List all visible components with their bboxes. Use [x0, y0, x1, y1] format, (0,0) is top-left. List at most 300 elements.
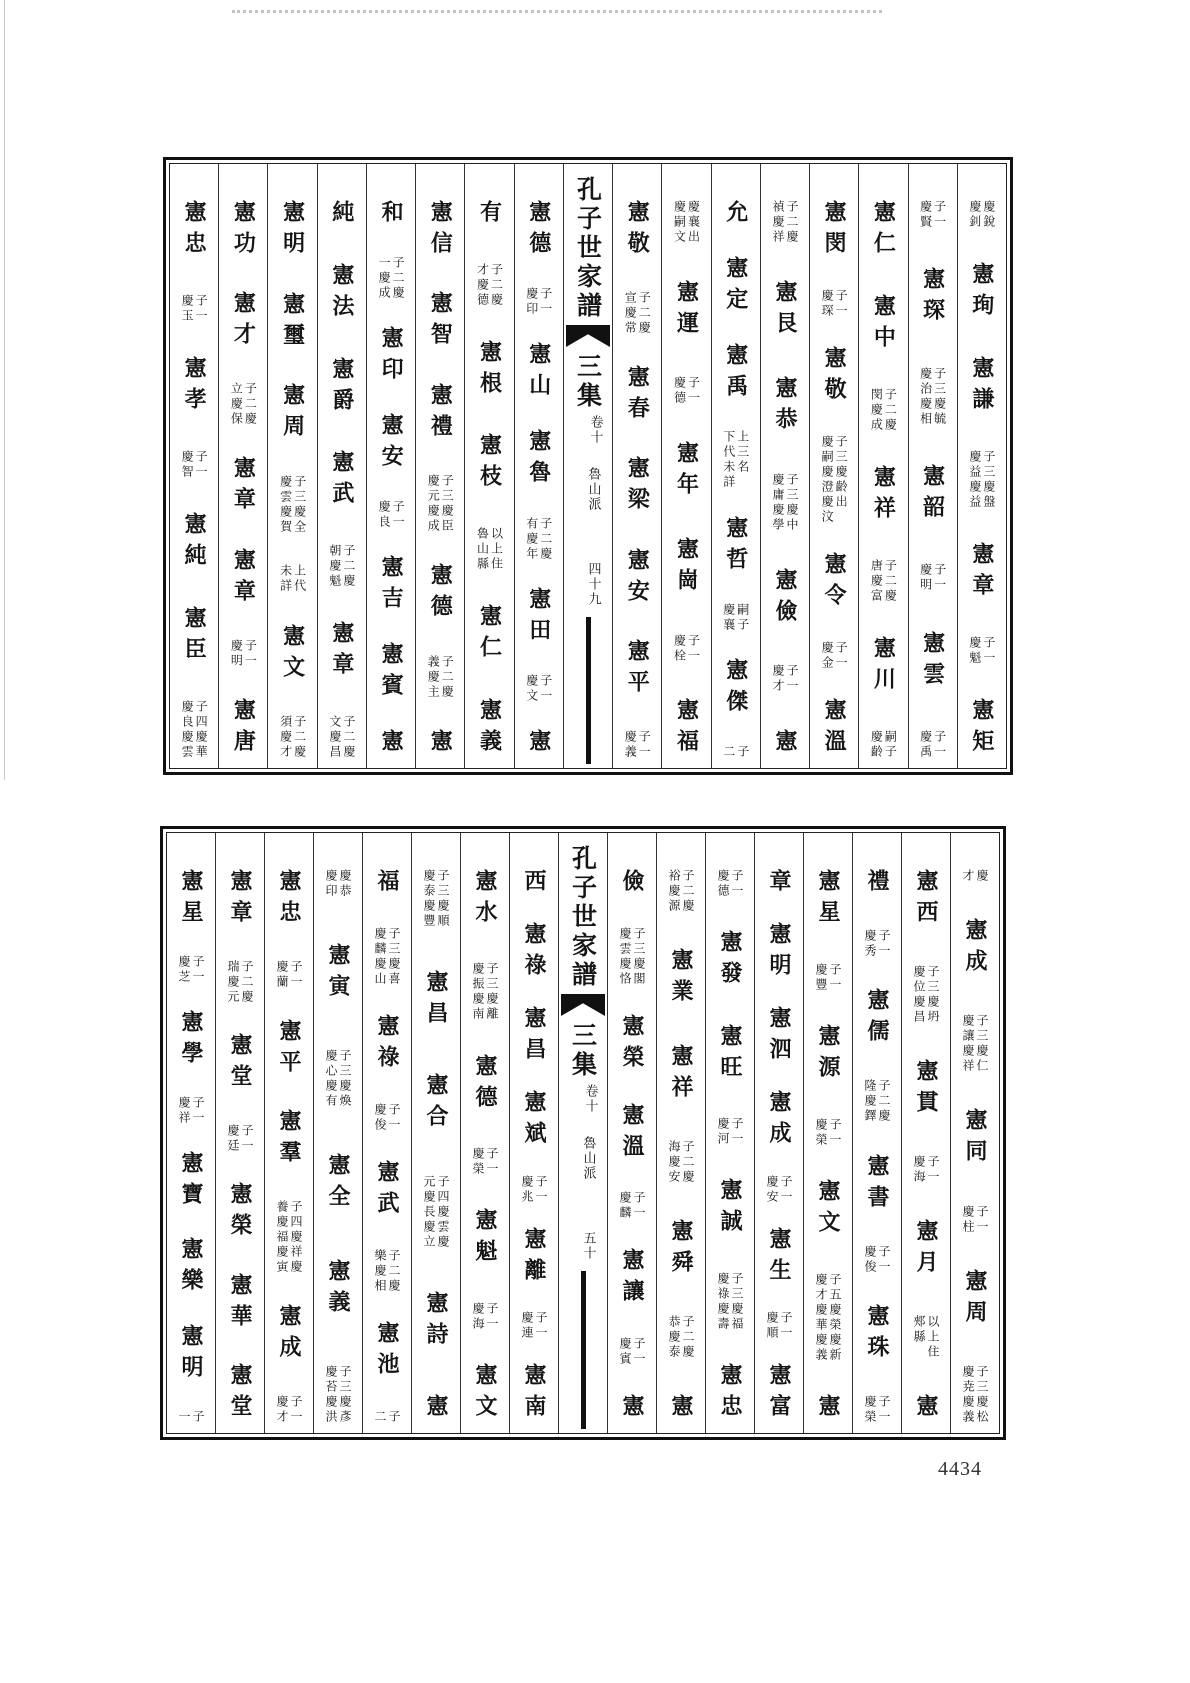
genealogy-entry: 憲琛	[919, 267, 946, 330]
genealogy-entry: 允	[722, 200, 749, 231]
text-column	[950, 833, 999, 1433]
annotation-line-right: 子一	[932, 200, 947, 230]
annotation	[477, 263, 503, 308]
genealogy-entry: 憲昌	[521, 1006, 547, 1069]
annotation-line-right: 子二慶	[240, 959, 254, 1005]
annotation	[619, 1337, 645, 1367]
annotation-line-right: 子三慶順	[436, 869, 450, 929]
annotation-line-left: 慶釗	[967, 200, 982, 230]
genealogy-entry: 憲春	[624, 365, 651, 428]
genealogy-entry: 憲源	[815, 1024, 841, 1086]
annotation	[920, 730, 946, 760]
volume-label: 卷十	[582, 1084, 598, 1114]
text-column	[313, 833, 362, 1433]
annotation-line-left: 才慶德	[475, 262, 490, 308]
annotation-line-left: 慶榮	[814, 1117, 828, 1148]
annotation-line-right: 子	[735, 744, 750, 760]
annotation-line-left: 未詳	[278, 564, 293, 594]
annotation	[427, 474, 453, 534]
genealogy-entry: 憲明	[178, 1323, 204, 1386]
volume-label: 卷十	[587, 415, 603, 445]
annotation-line-right: 慶恭	[338, 869, 352, 899]
annotation-line-left: 慶海	[912, 1155, 926, 1185]
annotation-line-left: 慶榮	[863, 1394, 877, 1425]
genealogy-entry: 憲璽	[279, 291, 306, 354]
annotation-line-right: 子一	[779, 1174, 793, 1205]
genealogy-entry: 憲祿	[521, 922, 547, 985]
annotation-line-left: 慶才	[275, 1394, 289, 1425]
annotation-line-right: 子一	[877, 929, 891, 960]
annotation-line-left: 元慶長慶立	[422, 1175, 436, 1251]
text-column	[957, 164, 1006, 768]
annotation-line-left: 下代未詳	[721, 430, 736, 491]
annotation-line-right: 子一	[194, 294, 209, 324]
genealogy-entry: 憲舜	[668, 1219, 694, 1281]
annotation	[969, 450, 995, 510]
genealogy-entry: 憲梁	[624, 456, 651, 519]
genealogy-entry: 憲周	[962, 1268, 988, 1331]
genealogy-entry: 憲書	[864, 1153, 890, 1216]
annotation	[815, 1273, 841, 1363]
genealogy-entry: 憲溫	[821, 698, 848, 760]
genealogy-entry: 憲仁	[476, 604, 503, 667]
genealogy-entry: 憲福	[673, 698, 700, 760]
annotation	[329, 715, 355, 760]
annotation-line-right: 子一	[240, 1123, 254, 1154]
annotation-line-left: 慶玉	[180, 294, 195, 324]
text-column	[362, 833, 411, 1433]
genealogy-entry: 憲謙	[968, 356, 995, 418]
collection-label: 三集	[573, 353, 603, 411]
annotation-line-left: 慶賓	[618, 1337, 632, 1368]
annotation-line-left: 慶印	[524, 287, 539, 318]
annotation-line-right: 子一	[686, 376, 701, 406]
annotation-line-right: 慶襄出	[686, 200, 701, 245]
page-number: 4434	[938, 1458, 982, 1480]
annotation	[477, 527, 503, 572]
annotation-line-right: 子四慶雲慶	[436, 1175, 450, 1251]
genealogy-entry: 憲臣	[181, 606, 208, 668]
annotation-line-left: 慶齡	[869, 730, 884, 760]
annotation-line-left: 慶泰慶豐	[422, 869, 436, 929]
genealogy-entry: 禮	[864, 869, 890, 900]
annotation-line-right: 上三名	[735, 430, 750, 476]
text-column	[852, 833, 901, 1433]
annotation-line-right: 子三慶福	[730, 1271, 744, 1332]
annotation-line-right: 子一	[538, 287, 553, 318]
annotation-line-right: 以上住	[926, 1315, 940, 1360]
genealogy-entry: 憲忠	[276, 869, 302, 931]
annotation-line-left: 須慶才	[278, 715, 293, 760]
annotation-line-left: 慶庸慶學	[770, 472, 785, 533]
annotation-line-left: 慶兆	[520, 1174, 534, 1205]
genealogy-entry: 章	[766, 869, 792, 900]
genealogy-entry: 憲忠	[717, 1362, 743, 1425]
genealogy-page-lower	[160, 826, 1006, 1440]
annotation-line-left: 慶俊	[863, 1244, 877, 1275]
genealogy-entry: 憲祥	[870, 465, 897, 527]
annotation	[280, 715, 306, 760]
genealogy-entry: 憲	[815, 1394, 841, 1425]
annotation-line-left: 慶魁	[967, 636, 982, 666]
genealogy-entry: 憲哲	[722, 515, 749, 578]
genealogy-entry: 憲敬	[624, 200, 651, 262]
annotation-line-right: 子一	[289, 959, 303, 990]
annotation-line-left: 慶明	[918, 563, 933, 594]
genealogy-entry: 憲文	[815, 1179, 841, 1241]
annotation-line-right: 子二慶	[489, 262, 504, 308]
annotation-line-left: 立慶保	[229, 382, 244, 428]
genealogy-entry: 憲水	[472, 869, 498, 931]
genealogy-entry: 憲祿	[374, 1014, 400, 1076]
annotation-line-left: 慶印	[324, 869, 338, 899]
branch-label: 魯山派	[580, 1136, 596, 1181]
annotation-line-left: 慶良	[377, 500, 392, 530]
genealogy-entry: 憲明	[279, 200, 306, 262]
genealogy-entry: 憲	[771, 728, 798, 760]
annotation-line-right: 子二慶	[538, 516, 553, 562]
annotation	[969, 200, 995, 230]
genealogy-entry: 憲成	[276, 1304, 302, 1367]
book-title: 孔子世家譜	[568, 845, 598, 990]
collection-label: 三集	[568, 1022, 598, 1080]
genealogy-entry: 憲智	[427, 291, 454, 354]
annotation	[427, 655, 453, 700]
annotation-line-left: 慶元慶成	[426, 473, 441, 534]
annotation-line-left: 慶栓	[672, 633, 687, 664]
genealogy-entry: 憲忠	[181, 200, 208, 262]
annotation-line-right: 子三慶齡出	[834, 435, 849, 510]
annotation-line-left: 慶禹	[918, 729, 933, 760]
annotation-line-right: 子一	[828, 1117, 842, 1148]
genealogy-entry: 憲武	[328, 450, 355, 513]
text-column	[809, 164, 858, 768]
annotation	[178, 955, 204, 985]
annotation	[526, 674, 552, 704]
annotation-line-right: 子一	[926, 1155, 940, 1185]
fold-line	[586, 617, 591, 764]
annotation-line-left: 慶秀	[863, 929, 877, 960]
annotation	[374, 1103, 400, 1133]
annotation	[325, 1365, 351, 1425]
annotation-line-left: 才	[961, 869, 975, 884]
annotation-line-right: 子一	[932, 563, 947, 594]
genealogy-entry: 憲堂	[227, 1363, 253, 1425]
annotation-line-left: 慶琛	[820, 289, 835, 319]
annotation-line-right: 子三慶離	[485, 962, 499, 1023]
genealogy-entry: 憲榮	[227, 1182, 253, 1244]
genealogy-entry: 憲貫	[913, 1059, 939, 1121]
genealogy-entry: 憲珣	[968, 262, 995, 324]
annotation-line-right: 子三慶喜	[387, 927, 401, 987]
genealogy-entry: 憲中	[870, 294, 897, 356]
annotation	[230, 639, 256, 669]
text-column	[711, 164, 760, 768]
genealogy-entry: 憲成	[962, 918, 988, 981]
annotation-line-left: 恭慶泰	[667, 1315, 681, 1360]
genealogy-entry: 憲月	[913, 1219, 939, 1281]
annotation-line-left: 慶振慶南	[471, 962, 485, 1023]
annotation-line-right: 子三慶仁	[975, 1014, 989, 1075]
annotation-line-right: 子一	[932, 729, 947, 760]
annotation	[962, 869, 988, 884]
genealogy-entry: 憲詩	[423, 1291, 449, 1354]
folio-number: 五十	[580, 1231, 596, 1261]
annotation-line-right: 子三慶松	[975, 1364, 989, 1425]
annotation-line-left: 慶尭慶義	[961, 1364, 975, 1425]
annotation	[870, 559, 896, 604]
annotation-line-left: 慶心慶有	[324, 1049, 338, 1109]
annotation	[227, 960, 253, 1005]
genealogy-entry: 憲年	[673, 440, 700, 503]
genealogy-entry: 憲章	[968, 542, 995, 604]
annotation-line-left: 慶蘭	[275, 959, 289, 990]
fold-line	[581, 1271, 586, 1429]
annotation	[969, 636, 995, 666]
annotation-line-left: 慶賢	[918, 200, 933, 230]
genealogy-entry: 憲學	[178, 1009, 204, 1072]
genealogy-entry: 憲信	[427, 200, 454, 262]
annotation-line-right: 子二慶	[341, 714, 356, 760]
annotation-line-right: 子二慶	[341, 544, 356, 590]
genealogy-entry: 憲堂	[227, 1033, 253, 1095]
annotation-line-right: 子一	[632, 1337, 646, 1368]
genealogy-entry: 憲運	[673, 279, 700, 342]
annotation-line-right: 子四慶華	[194, 700, 209, 760]
annotation-line-left: 二	[721, 744, 736, 760]
annotation	[423, 869, 449, 929]
annotation	[717, 1272, 743, 1332]
annotation-line-right: 子三慶盤	[981, 450, 996, 510]
text-column	[612, 164, 661, 768]
annotation-line-right: 子二慶	[883, 559, 898, 604]
annotation	[870, 730, 896, 760]
annotation	[374, 1410, 400, 1425]
genealogy-entry: 憲爵	[328, 356, 355, 419]
genealogy-entry: 憲離	[521, 1226, 547, 1289]
annotation-line-left: 義慶主	[426, 654, 441, 700]
annotation	[521, 1311, 547, 1341]
annotation-line-left: 慶廷	[226, 1123, 240, 1154]
annotation-line-right: 子一	[686, 633, 701, 664]
annotation-line-right: 子一	[191, 1096, 205, 1127]
text-column	[267, 164, 316, 768]
annotation	[276, 960, 302, 990]
genealogy-entry: 憲業	[668, 948, 694, 1010]
genealogy-entry: 憲魯	[525, 429, 552, 492]
genealogy-entry: 憲安	[624, 547, 651, 610]
annotation-line-right: 子二慶	[292, 715, 307, 760]
genealogy-entry: 憲	[427, 728, 454, 760]
annotation-line-left: 慶讓慶祥	[961, 1014, 975, 1075]
genealogy-entry: 有	[476, 200, 503, 231]
annotation-line-right: 子三慶臣	[440, 473, 455, 534]
fishtail-mark	[561, 994, 605, 1016]
annotation-line-left: 慶文	[524, 673, 539, 704]
fishtail-mark	[566, 325, 610, 347]
annotation-line-left: 慶德	[716, 869, 730, 899]
annotation	[378, 256, 404, 301]
annotation	[920, 563, 946, 593]
annotation	[374, 1249, 400, 1294]
annotation	[864, 1245, 890, 1275]
text-column	[264, 833, 313, 1433]
annotation	[521, 1175, 547, 1205]
annotation-line-right: 子一	[779, 1310, 793, 1341]
annotation	[181, 450, 207, 480]
text-column	[858, 164, 907, 768]
text-column	[167, 833, 215, 1433]
genealogy-entry: 憲樂	[178, 1237, 204, 1300]
genealogy-entry: 憲傑	[722, 657, 749, 720]
genealogy-page-upper	[163, 157, 1013, 775]
annotation	[668, 1315, 694, 1360]
annotation	[821, 435, 847, 525]
annotation	[526, 517, 552, 562]
annotation	[913, 1315, 939, 1360]
annotation-line-left: 慶祥	[177, 1096, 191, 1127]
annotation-line-right: 子一	[834, 289, 849, 319]
genealogy-entry: 憲全	[325, 1153, 351, 1215]
genealogy-entry: 憲定	[722, 256, 749, 319]
genealogy-entry: 憲珠	[864, 1303, 890, 1366]
text-column	[509, 833, 558, 1433]
genealogy-entry: 憲西	[913, 869, 939, 931]
annotation-line-right: 子一	[194, 450, 209, 480]
annotation-line-right: 子二慶	[681, 869, 695, 914]
genealogy-entry: 和	[378, 200, 405, 231]
annotation	[815, 963, 841, 993]
text-column	[366, 164, 415, 768]
annotation	[472, 962, 498, 1022]
genealogy-entry: 憲艮	[771, 279, 798, 342]
annotation-line-right: 子一	[730, 869, 744, 899]
genealogy-entry: 憲義	[325, 1259, 351, 1321]
annotation	[619, 1191, 645, 1221]
genealogy-entry: 福	[374, 869, 400, 900]
annotation	[374, 927, 400, 987]
genealogy-entry: 憲	[378, 729, 405, 760]
genealogy-entry: 憲	[668, 1394, 694, 1425]
genealogy-entry: 憲矩	[968, 698, 995, 760]
annotation-line-right: 子一	[975, 1204, 989, 1235]
annotation-line-left: 慶義	[623, 729, 638, 760]
annotation-line-right: 子三慶全	[292, 474, 307, 535]
annotation	[325, 869, 351, 899]
annotation-line-left: 慶雲慶恪	[618, 926, 632, 987]
annotation	[276, 1200, 302, 1275]
annotation	[673, 376, 699, 406]
annotation	[378, 500, 404, 530]
annotation-line-left: 海慶安	[667, 1140, 681, 1185]
annotation-line-left: 慶芝	[177, 955, 191, 986]
annotation	[723, 430, 749, 490]
annotation	[864, 929, 890, 959]
annotation	[668, 1140, 694, 1185]
annotation	[870, 388, 896, 433]
annotation	[673, 200, 699, 245]
annotation-line-left: 魯山縣	[475, 527, 490, 573]
annotation-line-right: 子一	[730, 1116, 744, 1147]
annotation-line-left: 慶雲慶賀	[278, 474, 293, 535]
genealogy-entry: 憲德	[472, 1053, 498, 1116]
genealogy-entry: 憲德	[427, 563, 454, 626]
annotation-line-right: 子一	[981, 636, 996, 666]
annotation-line-left: 裕慶源	[667, 869, 681, 914]
annotation-line-left: 慶豐	[814, 962, 828, 993]
annotation	[181, 700, 207, 760]
annotation	[325, 1049, 351, 1109]
annotation	[821, 641, 847, 671]
annotation	[624, 291, 650, 336]
genealogy-entry: 憲才	[230, 291, 257, 354]
annotation-line-left: 慶才慶華慶義	[814, 1272, 828, 1363]
annotation-line-left: 有慶年	[524, 516, 539, 562]
annotation-line-left: 慶位慶昌	[912, 965, 926, 1025]
genealogy-entry: 憲羣	[276, 1109, 302, 1172]
annotation-line-left: 慶治慶相	[918, 366, 933, 427]
genealogy-entry: 憲旺	[717, 1023, 743, 1086]
genealogy-entry: 憲純	[181, 512, 208, 574]
text-column	[218, 164, 267, 768]
annotation-line-left: 慶柱	[961, 1204, 975, 1235]
genealogy-entry: 憲星	[178, 869, 204, 931]
annotation	[920, 367, 946, 427]
annotation-line-left: 朝慶魁	[327, 544, 342, 590]
genealogy-entry: 憲仁	[870, 200, 897, 262]
annotation	[673, 634, 699, 664]
genealogy-entry: 憲儒	[864, 988, 890, 1051]
genealogy-entry: 憲武	[374, 1160, 400, 1222]
annotation-line-left: 郟縣	[912, 1315, 926, 1345]
annotation	[766, 1175, 792, 1205]
annotation-line-left: 慶苔慶洪	[324, 1365, 338, 1425]
genealogy-entry: 憲川	[870, 636, 897, 698]
annotation-line-left: 慶才	[770, 664, 785, 695]
annotation	[181, 294, 207, 324]
annotation-line-right: 子一	[538, 673, 553, 704]
annotation-line-left: 慶安	[765, 1174, 779, 1205]
genealogy-entry: 憲恭	[771, 376, 798, 439]
genealogy-entry: 憲章	[230, 547, 257, 610]
annotation	[624, 730, 650, 760]
annotation-line-left: 慶麟慶山	[373, 927, 387, 987]
annotation	[913, 965, 939, 1025]
annotation-line-right: 子一	[391, 500, 406, 530]
text-column	[705, 833, 754, 1433]
genealogy-entry: 憲成	[766, 1090, 792, 1153]
text-column	[901, 833, 950, 1433]
annotation	[815, 1118, 841, 1148]
genealogy-entry: 憲	[525, 728, 552, 760]
genealogy-entry: 憲文	[472, 1362, 498, 1425]
annotation-line-left: 一	[177, 1409, 191, 1425]
genealogy-entry: 憲合	[423, 1072, 449, 1135]
genealogy-entry: 憲田	[525, 586, 552, 649]
annotation-line-left: 文慶昌	[327, 714, 342, 760]
annotation	[230, 382, 256, 427]
annotation	[920, 200, 946, 230]
genealogy-entry: 憲明	[766, 922, 792, 985]
genealogy-entry: 憲	[423, 1393, 449, 1425]
annotation-line-right: 子二慶	[877, 1079, 891, 1125]
genealogy-entry: 憲吉	[378, 555, 405, 617]
genealogy-entry: 憲斌	[521, 1090, 547, 1153]
annotation	[423, 1175, 449, 1250]
annotation-line-right: 子一	[485, 1146, 499, 1177]
genealogy-entry: 憲儉	[771, 567, 798, 630]
genealogy-entry: 憲魁	[472, 1208, 498, 1271]
